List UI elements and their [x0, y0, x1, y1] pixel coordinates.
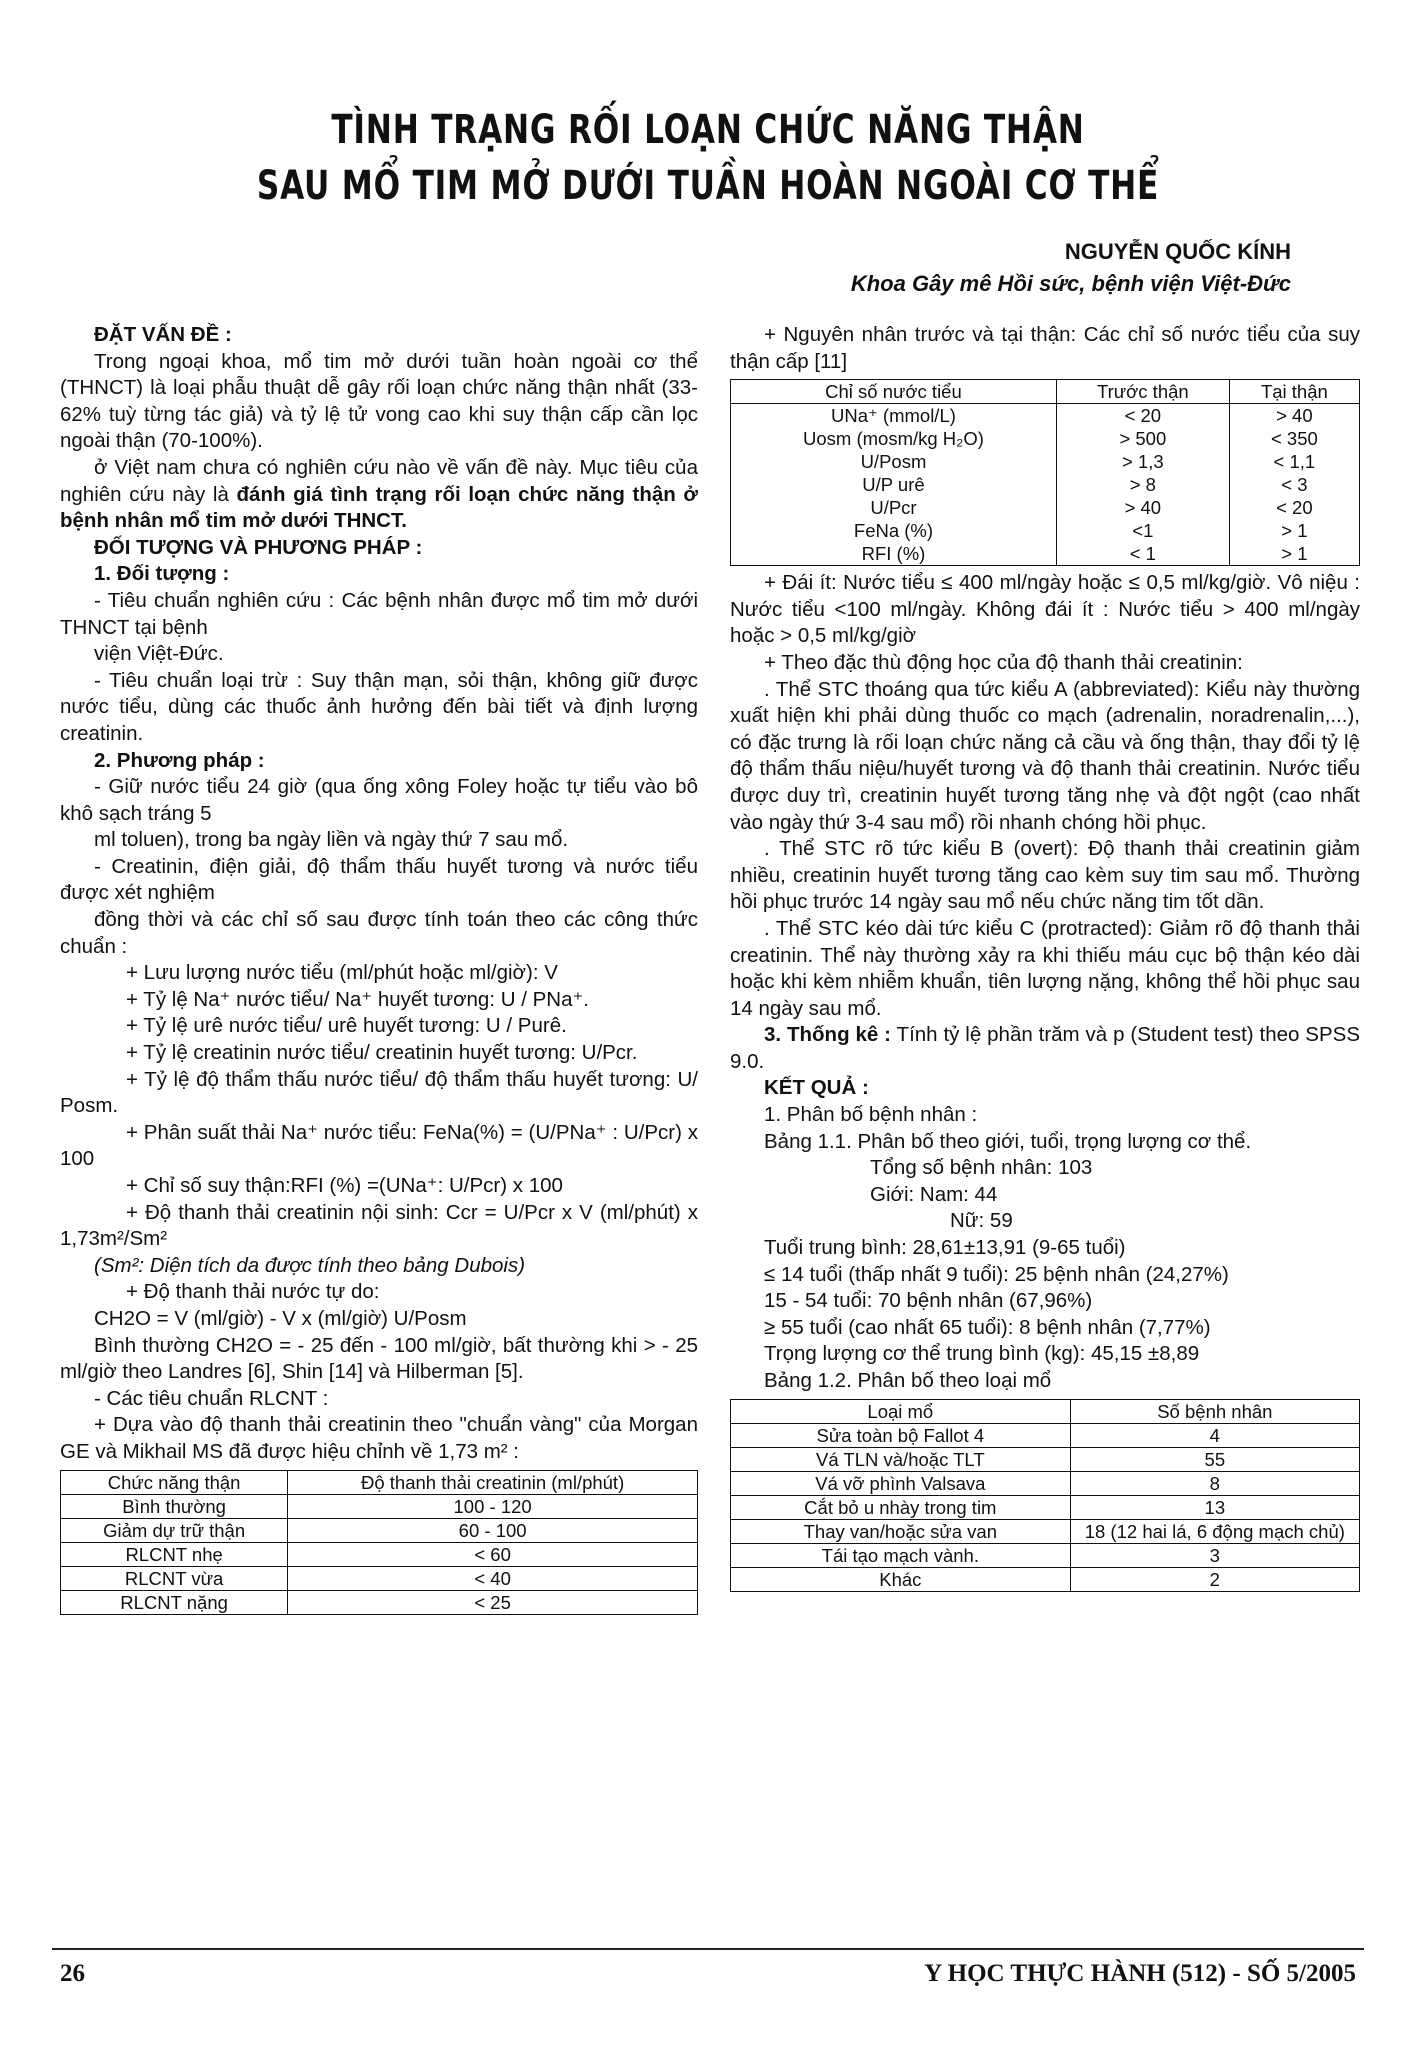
article-title	[156, 102, 1260, 214]
formula-line: + Độ thanh thải nước tự do:	[126, 1280, 380, 1304]
paragraph: Trong ngoại khoa, mổ tim mở dưới tuần hoàn ngoài cơ thể (THNCT) là loại phẫu thuật dễ gây rối loạn chức năng thận nhất (33-62% tuỳ từng tác giả) và tỷ lệ tử vong cao khi suy thận cấp cần lọc ngoài thận (70-100%).	[60, 349, 698, 453]
formula-line: + Tỷ lệ Na⁺ nước tiểu/ Na⁺ huyết tương: U / PNa⁺.	[126, 987, 590, 1011]
table-cell: 8	[1070, 1471, 1359, 1495]
table-cell: RLCNT vừa	[61, 1566, 288, 1590]
table-cell: 55	[1070, 1447, 1359, 1471]
table-cell: < 40	[288, 1566, 698, 1590]
results-line: Tổng số bệnh nhân: 103	[870, 1156, 1093, 1180]
results-line: Trọng lượng cơ thể trung bình (kg): 45,15 ±8,89	[764, 1342, 1200, 1366]
table-cell: <1	[1056, 519, 1229, 542]
table-cell: RFI (%)	[731, 542, 1057, 566]
table-row	[731, 450, 1360, 473]
table-cell: Giảm dự trữ thận	[61, 1518, 288, 1542]
author-name: NGUYỄN QUỐC KÍNH	[1064, 239, 1291, 264]
heading-results: KẾT QUẢ :	[764, 1076, 869, 1100]
aim-text: đánh giá tình trạng rối loạn chức năng thận ở bệnh nhân mổ tim mở dưới THNCT.	[60, 482, 699, 533]
results-line: Tuổi trung bình: 28,61±13,91 (9-65 tuổi)	[764, 1236, 1126, 1260]
table-cell: Sửa toàn bộ Fallot 4	[731, 1423, 1071, 1447]
table-row	[731, 519, 1360, 542]
table-row	[731, 1447, 1360, 1471]
table-row	[61, 1518, 698, 1542]
table-row	[731, 1495, 1360, 1519]
table-row	[731, 496, 1360, 519]
table-header-cell: Tại thận	[1229, 380, 1359, 404]
heading-method: 2. Phương pháp :	[94, 748, 265, 772]
paragraph: Bình thường CH2O = - 25 đến - 100 ml/giờ, bất thường khi > - 25 ml/giờ theo Landres [6], Shin [14] và Hilberman [5].	[60, 1333, 698, 1384]
table-header-row	[731, 1399, 1360, 1423]
table-row	[731, 1543, 1360, 1567]
paragraph: viện Việt-Đức.	[94, 642, 224, 666]
formula-note: (Sm²: Diện tích da được tính theo bảng Dubois)	[94, 1253, 526, 1277]
heading-subjects: 1. Đối tượng :	[94, 562, 230, 586]
table-cell: RLCNT nặng	[61, 1590, 288, 1614]
table-cell: 4	[1070, 1423, 1359, 1447]
formula-line: + Tỷ lệ creatinin nước tiểu/ creatinin huyết tương: U/Pcr.	[126, 1041, 638, 1065]
author-block	[851, 236, 1291, 300]
footer-rule	[52, 1948, 1364, 1950]
formula-line: + Tỷ lệ urê nước tiểu/ urê huyết tương: U / Purê.	[126, 1014, 567, 1038]
table-cell: < 3	[1229, 473, 1359, 496]
table-cell: 18 (12 hai lá, 6 động mạch chủ)	[1070, 1519, 1359, 1543]
table-cell: U/P urê	[731, 473, 1057, 496]
table-cell: < 25	[288, 1590, 698, 1614]
table-row	[731, 1471, 1360, 1495]
table-cell: U/Pcr	[731, 496, 1057, 519]
paragraph: - Tiêu chuẩn nghiên cứu : Các bệnh nhân được mổ tim mở dưới THNCT tại bệnh	[60, 588, 698, 639]
table-cell: > 40	[1056, 496, 1229, 519]
table-cell: UNa⁺ (mmol/L)	[731, 404, 1057, 428]
table-cell: < 20	[1056, 404, 1229, 428]
page-number: 26	[60, 1960, 85, 1987]
formula-line: + Chỉ số suy thận:RFI (%) =(UNa⁺: U/Pcr) x 100	[126, 1174, 563, 1197]
table-header-cell: Độ thanh thải creatinin (ml/phút)	[288, 1470, 698, 1494]
results-line: Nữ: 59	[950, 1209, 1013, 1233]
table-row	[731, 404, 1360, 428]
results-line: ≥ 55 tuổi (cao nhất 65 tuổi): 8 bệnh nhân (7,77%)	[764, 1315, 1211, 1339]
paragraph: . Thể STC thoáng qua tức kiểu A (abbreviated): Kiểu này thường xuất hiện khi phải dùng thuốc co mạch (adrenalin, noradrenalin,...), có đặc trưng là rối loạn chức năng cả cầu và ống thận, thay đổi tỷ lệ độ thẩm thấu niệu/huyết tương và độ thanh thải creatinin. Nước tiểu được duy trì, creatinin huyết tương tăng nhẹ và đột ngột (cao nhất vào ngày thứ 3-4 sau mổ) rồi nhanh chóng hồi phục.	[730, 677, 1360, 834]
paragraph-text: ở Việt nam chưa có nghiên cứu nào về vấn đề này. Mục tiêu của nghiên cứu này là	[60, 455, 698, 506]
urine-index-table	[730, 379, 1360, 566]
paragraph-text: Tính tỷ lệ phần trăm và p (Student test) theo SPSS 9.0.	[730, 1023, 1360, 1073]
table-row	[61, 1494, 698, 1518]
creatinine-clearance-table	[60, 1470, 698, 1615]
formula-line: + Lưu lượng nước tiểu (ml/phút hoặc ml/giờ): V	[126, 961, 558, 985]
table-cell: Khác	[731, 1567, 1071, 1591]
formula-line: + Phân suất thải Na⁺ nước tiểu: FeNa(%) = (U/PNa⁺ : U/Pcr) x 100	[60, 1120, 698, 1171]
table-header-row	[731, 380, 1360, 404]
paragraph: + Nguyên nhân trước và tại thận: Các chỉ số nước tiểu của suy thận cấp [11]	[730, 323, 1360, 373]
table-cell: Bình thường	[61, 1494, 288, 1518]
paragraph	[730, 1022, 1360, 1075]
table-cell: Cắt bỏ u nhày trong tim	[731, 1495, 1071, 1519]
table-header-cell: Trước thận	[1056, 380, 1229, 404]
table-row	[731, 1567, 1360, 1591]
paragraph: - Creatinin, điện giải, độ thẩm thấu huyết tương và nước tiểu được xét nghiệm	[60, 854, 698, 905]
table-cell: > 1	[1229, 519, 1359, 542]
table-cell: < 20	[1229, 496, 1359, 519]
heading-methods: ĐỐI TƯỢNG VÀ PHƯƠNG PHÁP :	[94, 535, 423, 559]
table-cell: 2	[1070, 1567, 1359, 1591]
results-line: ≤ 14 tuổi (thấp nhất 9 tuổi): 25 bệnh nhân (24,27%)	[764, 1262, 1229, 1286]
paragraph: - Các tiêu chuẩn RLCNT :	[94, 1386, 329, 1410]
table-cell: 3	[1070, 1543, 1359, 1567]
table-cell: Thay van/hoặc sửa van	[731, 1519, 1071, 1543]
right-column	[730, 322, 1360, 1596]
table-cell: < 1	[1056, 542, 1229, 566]
journal-footer: Y HỌC THỰC HÀNH (512) - SỐ 5/2005	[924, 1960, 1356, 1987]
table-row	[731, 473, 1360, 496]
table-cell: > 500	[1056, 427, 1229, 450]
formula-line: + Độ thanh thải creatinin nội sinh: Ccr = U/Pcr x V (ml/phút) x 1,73m²/Sm²	[60, 1200, 698, 1251]
table-header-cell: Chức năng thận	[61, 1470, 288, 1494]
paragraph: + Dựa vào độ thanh thải creatinin theo "chuẩn vàng" của Morgan GE và Mikhail MS đã được hiệu chỉnh về 1,73 m² :	[60, 1413, 698, 1463]
results-line: Bảng 1.1. Phân bố theo giới, tuổi, trọng lượng cơ thể.	[764, 1129, 1252, 1153]
results-line: Giới: Nam: 44	[870, 1182, 998, 1206]
table-cell: 13	[1070, 1495, 1359, 1519]
formula-line: CH2O = V (ml/giờ) - V x (ml/giờ) U/Posm	[94, 1306, 467, 1330]
table-row	[61, 1542, 698, 1566]
table-cell: < 350	[1229, 427, 1359, 450]
formula-line: + Tỷ lệ độ thẩm thấu nước tiểu/ độ thẩm thấu huyết tương: U/ Posm.	[60, 1067, 698, 1118]
paragraph: . Thể STC rõ tức kiểu B (overt): Độ thanh thải creatinin giảm nhiều, creatinin huyết tương tăng cao kèm suy tim sau mổ. Thường hồi phục trước 14 ngày sau mổ nếu chức năng tim tốt dần.	[730, 837, 1360, 914]
title-line-1: TÌNH TRẠNG RỐI LOẠN CHỨC NĂNG THẬN	[331, 107, 1085, 153]
table-header-cell: Chỉ số nước tiểu	[731, 380, 1057, 404]
table-cell: > 1,3	[1056, 450, 1229, 473]
table-cell: RLCNT nhẹ	[61, 1542, 288, 1566]
table-cell: Tái tạo mạch vành.	[731, 1543, 1071, 1567]
table-header-cell: Loại mổ	[731, 1399, 1071, 1423]
table-cell: Vá vỡ phình Valsava	[731, 1471, 1071, 1495]
paragraph: - Giữ nước tiểu 24 giờ (qua ống xông Foley hoặc tự tiểu vào bô khô sạch tráng 5	[60, 775, 698, 825]
table-cell: < 1,1	[1229, 450, 1359, 473]
table-cell: 100 - 120	[288, 1494, 698, 1518]
table-row	[61, 1590, 698, 1614]
table-cell: Vá TLN và/hoặc TLT	[731, 1447, 1071, 1471]
table-row	[731, 542, 1360, 566]
paragraph: . Thể STC kéo dài tức kiểu C (protracted): Giảm rõ độ thanh thải creatinin. Thể này thường xảy ra khi thiếu máu cục bộ thận kéo dài hoặc khi kèm nhiễm khuẩn, tiên lượng nặng, không thể hồi phục sau 14 ngày sau mổ.	[730, 916, 1360, 1020]
table-cell: Uosm (mosm/kg H₂O)	[731, 427, 1057, 450]
table-header-row	[61, 1470, 698, 1494]
paragraph	[60, 455, 698, 535]
table-caption: Bảng 1.2. Phân bố theo loại mổ	[764, 1369, 1052, 1392]
table-row	[731, 1519, 1360, 1543]
left-column	[60, 322, 698, 1619]
table-cell: > 40	[1229, 404, 1359, 428]
table-row	[61, 1566, 698, 1590]
table-cell: > 8	[1056, 473, 1229, 496]
paragraph: + Đái ít: Nước tiểu ≤ 400 ml/ngày hoặc ≤ 0,5 ml/kg/giờ. Vô niệu : Nước tiểu <100 ml/ngày. Không đái ít : Nước tiểu > 400 ml/ngày hoặc > 0,5 ml/kg/giờ	[730, 571, 1360, 648]
heading-intro: ĐẶT VẤN ĐỀ :	[94, 323, 232, 346]
table-cell: FeNa (%)	[731, 519, 1057, 542]
results-line: 15 - 54 tuổi: 70 bệnh nhân (67,96%)	[764, 1289, 1093, 1313]
surgery-type-table	[730, 1399, 1360, 1592]
paragraph: - Tiêu chuẩn loại trừ : Suy thận mạn, sỏi thận, không giữ được nước tiểu, dùng các thuốc ảnh hưởng đến bài tiết và định lượng creatinin.	[60, 668, 698, 745]
paragraph: đồng thời và các chỉ số sau được tính toán theo các công thức chuẩn :	[60, 908, 698, 958]
table-cell: > 1	[1229, 542, 1359, 566]
paragraph: ml toluen), trong ba ngày liền và ngày thứ 7 sau mổ.	[94, 828, 569, 852]
table-cell: 60 - 100	[288, 1518, 698, 1542]
table-header-cell: Số bệnh nhân	[1070, 1399, 1359, 1423]
paragraph: + Theo đặc thù động học của độ thanh thải creatinin:	[764, 650, 1243, 674]
table-row	[731, 1423, 1360, 1447]
table-row	[731, 427, 1360, 450]
heading-stats: 3. Thống kê :	[764, 1023, 892, 1047]
table-cell: < 60	[288, 1542, 698, 1566]
author-affiliation: Khoa Gây mê Hồi sức, bệnh viện Việt-Đức	[850, 271, 1291, 296]
results-line: 1. Phân bố bệnh nhân :	[764, 1103, 978, 1127]
table-cell: U/Posm	[731, 450, 1057, 473]
title-line-2: SAU MỔ TIM MỞ DƯỚI TUẦN HOÀN NGOÀI CƠ THỂ	[256, 163, 1160, 209]
